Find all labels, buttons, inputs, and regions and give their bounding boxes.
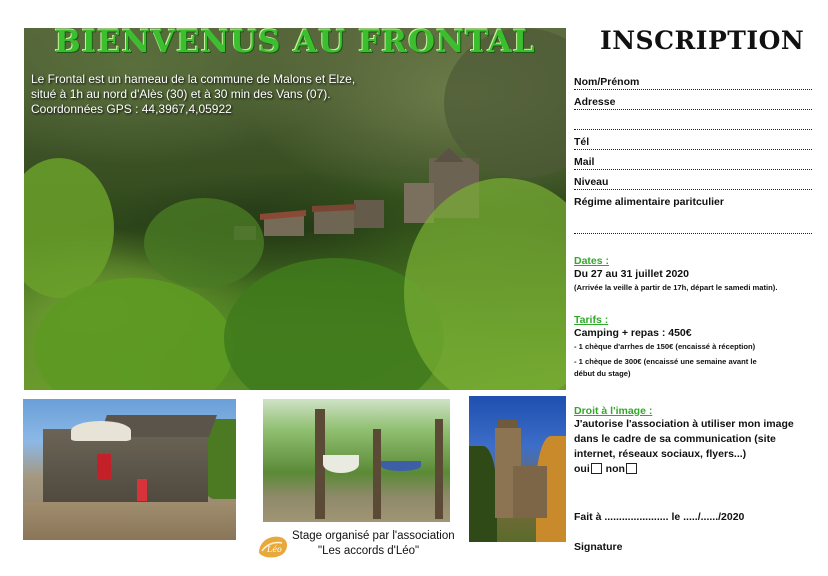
field-regime-label — [574, 196, 814, 216]
fill-line — [574, 189, 812, 190]
field-label: Niveau — [574, 176, 609, 188]
field-mail[interactable] — [574, 156, 814, 176]
field-niveau[interactable] — [574, 176, 814, 196]
hero-title: BIENVENUS AU FRONTAL — [54, 28, 536, 60]
field-label: Nom/Prénom — [574, 76, 640, 88]
section-heading: Dates : — [574, 255, 610, 267]
dates-range: Du 27 au 31 juillet 2020 — [574, 268, 689, 280]
droit-image-section — [574, 405, 794, 477]
logo-text: Léo — [267, 545, 282, 554]
field-nom-prenom[interactable] — [574, 76, 814, 96]
tree-trunk — [435, 419, 443, 519]
hero-line: Le Frontal est un hameau de la commune de Malons et Elze, — [31, 72, 356, 86]
section-heading: Tarifs : — [574, 314, 609, 326]
hero-photo — [24, 28, 566, 390]
red-door — [97, 454, 111, 480]
tarif-line: - 1 chèque d'arrhes de 150€ (encaissé à réception) — [574, 342, 756, 351]
image-text-line: internet, réseaux sociaux, flyers...) — [574, 448, 747, 460]
fill-line — [574, 89, 812, 90]
section-heading: Droit à l'image : — [574, 405, 653, 417]
field-regime[interactable] — [574, 220, 814, 240]
non-checkbox[interactable] — [626, 463, 637, 474]
tarif-line: début du stage) — [574, 369, 631, 378]
tarif-price: Camping + repas : 450€ — [574, 327, 692, 339]
fill-line — [574, 109, 812, 110]
oui-checkbox[interactable] — [591, 463, 602, 474]
hammock-photo — [263, 399, 450, 522]
consent-row — [574, 462, 794, 477]
form-title: INSCRIPTION — [600, 26, 805, 55]
parasol — [71, 421, 131, 441]
field-tel[interactable] — [574, 136, 814, 156]
dates-note: (Arrivée la veille à partir de 17h, départ le samedi matin). — [574, 283, 778, 292]
fill-line — [574, 149, 812, 150]
organizer-caption — [256, 527, 470, 567]
fill-line — [574, 129, 812, 130]
foliage — [144, 198, 264, 288]
church-photo — [469, 396, 566, 542]
red-door — [137, 479, 147, 501]
fill-line — [574, 233, 812, 234]
tarif-line: - 1 chèque de 300€ (encaissé une semaine avant le — [574, 357, 757, 366]
church-nave — [513, 466, 547, 518]
organizer-line: Stage organisé par l'association — [292, 530, 455, 542]
tree — [469, 446, 497, 542]
field-adresse-continued[interactable] — [574, 116, 814, 136]
field-label: Adresse — [574, 96, 616, 108]
image-text-line: J'autorise l'association à utiliser mon image — [574, 418, 794, 430]
ground — [23, 502, 236, 540]
stone-house — [43, 429, 208, 509]
hero-gps-line: Coordonnées GPS : 44,3967,4,05922 — [31, 102, 232, 116]
registration-fields — [574, 76, 814, 240]
image-text-line: dans le cadre de sa communication (site — [574, 433, 776, 445]
stone-house-photo — [23, 399, 236, 540]
hero-line: situé à 1h au nord d'Alès (30) et à 30 min des Vans (07). — [31, 87, 331, 101]
non-label: non — [605, 463, 625, 475]
tarifs-section — [574, 314, 814, 380]
association-name: "Les accords d'Léo" — [318, 545, 420, 557]
field-label: Régime alimentaire paritculier — [574, 196, 724, 208]
field-label: Mail — [574, 156, 595, 168]
dates-section — [574, 255, 777, 294]
field-label: Tél — [574, 136, 590, 148]
fait-a-line[interactable]: Fait à ...................... le ...../....../2020 — [574, 511, 745, 523]
hammock — [323, 455, 359, 473]
hero-description — [31, 72, 391, 117]
oui-label: oui — [574, 463, 590, 475]
tree-trunk — [373, 429, 381, 519]
association-logo — [256, 531, 290, 561]
fill-line — [574, 169, 812, 170]
hammock — [381, 461, 421, 471]
field-adresse[interactable] — [574, 96, 814, 116]
signature-label: Signature — [574, 541, 623, 553]
